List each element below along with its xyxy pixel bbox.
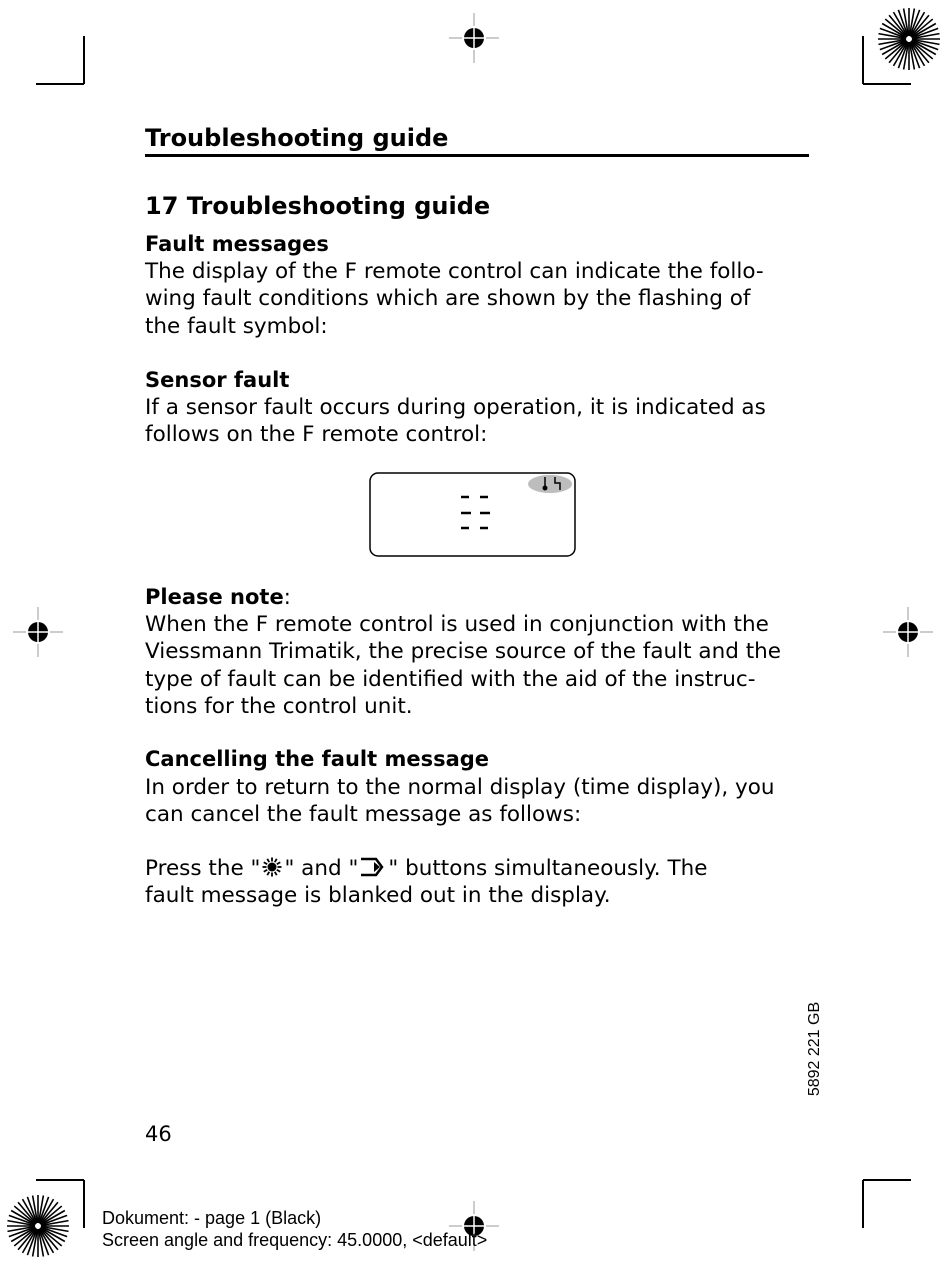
running-header-title: Troubleshooting guide: [145, 124, 449, 152]
text-line: type of fault can be identified with the aid of the instruc-: [145, 666, 756, 692]
section-title: 17 Troubleshooting guide: [145, 192, 491, 220]
text-line: When the F remote control is used in conjunction with the: [145, 612, 769, 637]
please-note-heading: [145, 585, 291, 609]
text-line: can cancel the fault message as follows:: [145, 802, 582, 828]
registration-mark-right: [883, 607, 933, 657]
text-line: follows on the F remote control:: [145, 422, 488, 448]
sensor-fault-text: [145, 394, 809, 449]
sun-icon: [260, 856, 284, 878]
thermometer-fault-icon: [528, 475, 572, 493]
text-line: tions for the control unit.: [145, 693, 413, 719]
sensor-fault-heading: Sensor fault: [145, 368, 290, 392]
header-rule: [145, 154, 809, 157]
text-line: the fault symbol:: [145, 313, 328, 339]
cancelling-heading: Cancelling the fault message: [145, 747, 490, 771]
please-note-label: Please note: [145, 585, 284, 609]
text-line: If a sensor fault occurs during operation, it is indicated as: [145, 395, 766, 420]
press-line: [145, 855, 809, 882]
starburst-mark-top-right: [877, 7, 941, 71]
registration-mark-left: [13, 607, 63, 657]
press-instruction: [145, 855, 809, 910]
press-mid: " and ": [284, 856, 359, 881]
press-prefix: Press the ": [145, 856, 261, 881]
arrow-button-icon: [358, 856, 388, 878]
document-code: 5892 221 GB: [806, 1001, 823, 1097]
starburst-mark-bottom-left: [6, 1194, 70, 1258]
footer-line-2: Screen angle and frequency: 45.0000, <default>: [102, 1230, 488, 1250]
text-line: fault message is blanked out in the display.: [145, 883, 611, 909]
registration-mark-top: [449, 13, 499, 63]
please-note-colon: :: [283, 585, 291, 609]
text-line: In order to return to the normal display (time display), you: [145, 775, 775, 800]
please-note-text: [145, 611, 809, 720]
fault-messages-text: [145, 258, 809, 340]
text-line: Viessmann Trimatik, the precise source of the fault and the: [145, 639, 781, 665]
cancelling-text: [145, 774, 809, 829]
text-line: wing fault conditions which are shown by the flashing of: [145, 286, 751, 312]
fault-messages-heading: Fault messages: [145, 232, 329, 256]
text-line: The display of the F remote control can indicate the follo-: [145, 259, 764, 284]
remote-display-illustration: [369, 472, 577, 558]
footer-line-1: Dokument: - page 1 (Black): [102, 1208, 322, 1228]
page-number: 46: [145, 1122, 172, 1146]
press-suffix: " buttons simultaneously. The: [388, 856, 708, 881]
